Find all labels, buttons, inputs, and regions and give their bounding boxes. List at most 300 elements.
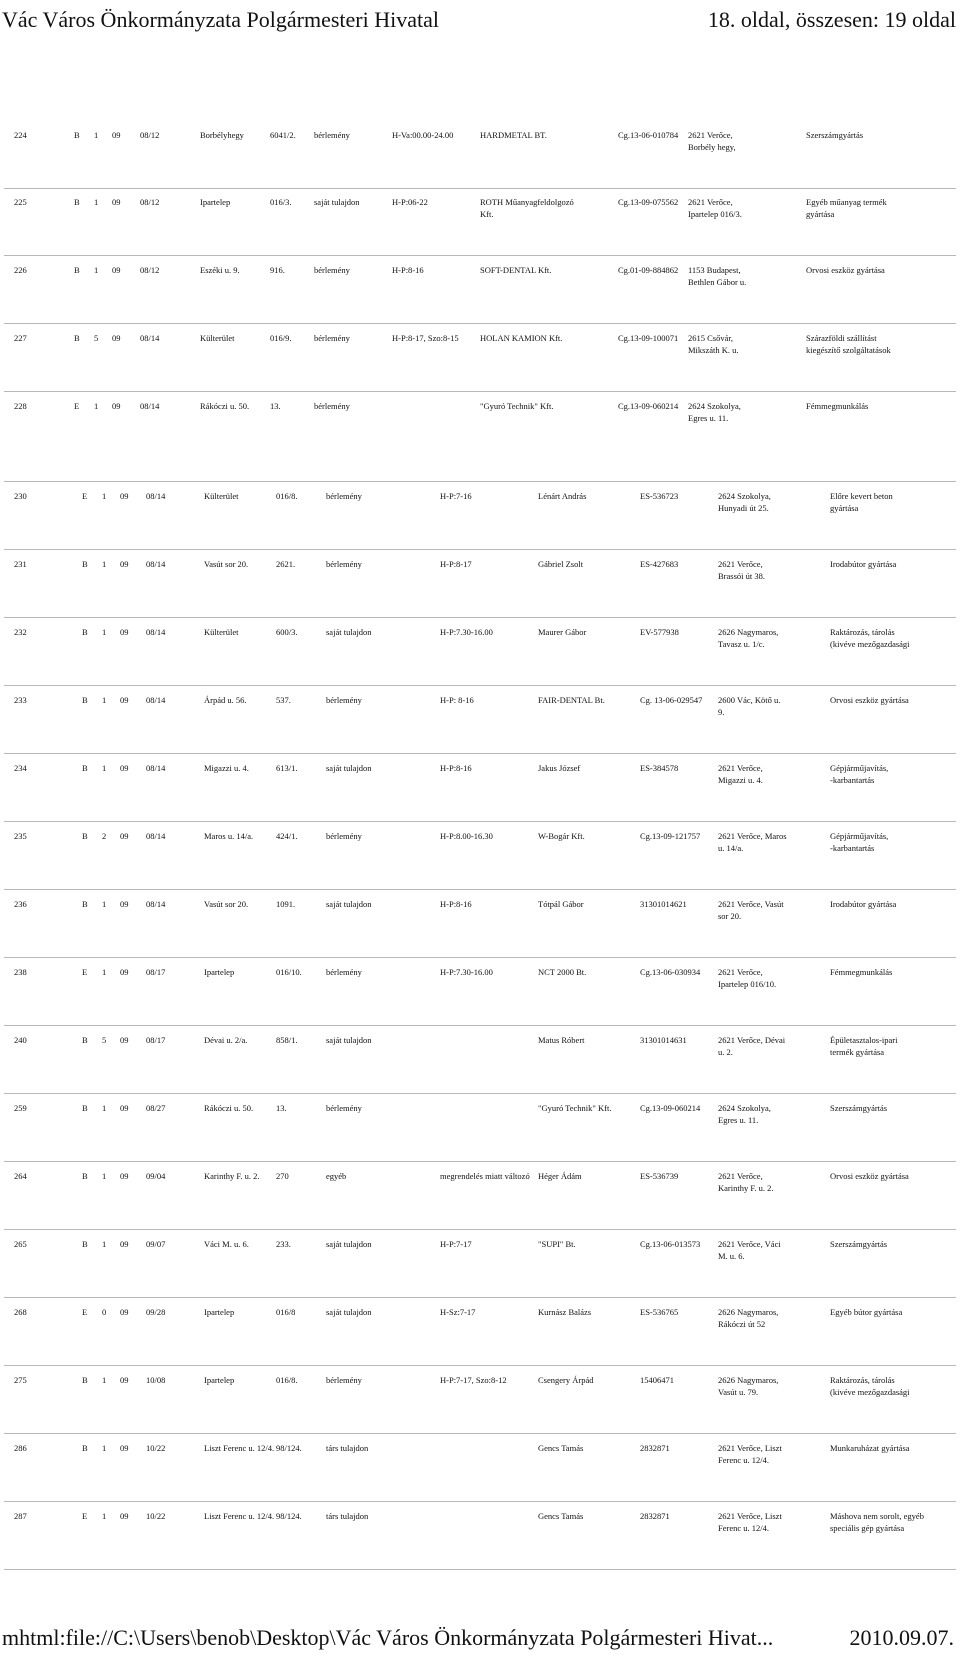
cell-date: 09/28 [146, 1307, 166, 1317]
cell-hours: H-P:8-17 [440, 559, 472, 569]
cell-hrsz: 613/1. [276, 763, 298, 773]
cell-reg: ES-536765 [640, 1307, 679, 1317]
cell-name: "Gyuró Technik" Kft. [538, 1103, 612, 1113]
cell-own: egyéb [326, 1171, 347, 1181]
cell-num: 268 [14, 1307, 27, 1317]
cell-hrsz: 537. [276, 695, 291, 705]
cell-hrsz: 858/1. [276, 1035, 298, 1045]
table-row [4, 120, 956, 189]
cell-hours: H-P:7-17, Szo:8-12 [440, 1375, 507, 1385]
cell-cat: E [82, 1307, 88, 1317]
cell-seat2: Borbély hegy, [688, 141, 736, 152]
cell-own: bérlemény [326, 1375, 362, 1385]
cell-num: 233 [14, 695, 27, 705]
cell-yr: 09 [120, 1443, 129, 1453]
cell-n: 1 [102, 1239, 107, 1249]
cell-act2: gyártása [806, 208, 835, 219]
cell-date: 09/07 [146, 1239, 166, 1249]
cell-addr: Ipartelep [204, 1375, 235, 1385]
cell-date: 08/14 [146, 695, 166, 705]
cell-yr: 09 [120, 1103, 129, 1113]
cell-hrsz: 98/124. [276, 1443, 302, 1453]
cell-n: 1 [94, 265, 99, 275]
cell-act2: (kivéve mezőgazdasági [830, 638, 910, 649]
table-row [4, 323, 956, 392]
cell-n: 1 [94, 401, 99, 411]
cell-hrsz: 016/8. [276, 491, 298, 501]
table-row [4, 1433, 956, 1502]
table-row [4, 1501, 956, 1570]
page-footer [0, 1622, 960, 1654]
cell-cat: E [74, 401, 80, 411]
cell-cat: B [82, 831, 88, 841]
cell-name: Maurer Gábor [538, 627, 587, 637]
cell-act2: termék gyártása [830, 1046, 885, 1057]
cell-reg: ES-536723 [640, 491, 679, 501]
table-row [4, 391, 956, 482]
cell-hours: H-P:06-22 [392, 197, 428, 207]
cell-cat: B [82, 1171, 88, 1181]
table-row [4, 617, 956, 686]
cell-seat2: Egres u. 11. [718, 1114, 759, 1125]
cell-reg: Cg. 13-06-029547 [640, 695, 703, 705]
cell-n: 2 [102, 831, 107, 841]
cell-seat2: Ferenc u. 12/4. [718, 1454, 769, 1465]
cell-hours: H-P:8-16 [440, 763, 472, 773]
cell-seat1: 2621 Verőce, Váci [718, 1239, 781, 1249]
cell-own: bérlemény [314, 401, 350, 411]
cell-date: 10/22 [146, 1443, 166, 1453]
cell-num: 224 [14, 130, 27, 140]
cell-num: 228 [14, 401, 27, 411]
cell-reg: ES-536739 [640, 1171, 679, 1181]
cell-addr: Maros u. 14/a. [204, 831, 254, 841]
cell-name: SOFT-DENTAL Kft. [480, 265, 552, 275]
table-row [4, 821, 956, 890]
cell-act1: Gépjárműjavítás, [830, 831, 889, 841]
cell-n: 1 [102, 559, 107, 569]
cell-date: 08/12 [140, 265, 160, 275]
cell-hours: H-P:7-17 [440, 1239, 472, 1249]
header-title: Vác Város Önkormányzata Polgármesteri Hivatal [2, 7, 440, 32]
cell-seat1: 2621 Verőce, Maros [718, 831, 787, 841]
cell-reg: 31301014621 [640, 899, 687, 909]
cell-yr: 09 [120, 1375, 129, 1385]
cell-own: saját tulajdon [326, 1239, 372, 1249]
cell-seat1: 2621 Verőce, [688, 130, 733, 140]
page-counter: 18. oldal, összesen: 19 oldal [707, 7, 956, 32]
cell-act1: Orvosi eszköz gyártása [830, 695, 909, 705]
cell-n: 1 [102, 1443, 107, 1453]
cell-seat1: 2621 Verőce, Liszt [718, 1443, 782, 1453]
cell-n: 1 [102, 627, 107, 637]
cell-name: HARDMETAL BT. [480, 130, 547, 140]
cell-yr: 09 [120, 627, 129, 637]
cell-hrsz: 270 [276, 1171, 289, 1181]
cell-num: 264 [14, 1171, 27, 1181]
cell-date: 08/12 [140, 130, 160, 140]
cell-yr: 09 [112, 265, 121, 275]
cell-n: 1 [102, 967, 107, 977]
cell-hrsz: 016/8. [276, 1375, 298, 1385]
cell-name: FAIR-DENTAL Bt. [538, 695, 605, 705]
cell-act1: Orvosi eszköz gyártása [806, 265, 885, 275]
cell-seat2: u. 14/a. [718, 842, 744, 853]
cell-act1: Egyéb műanyag termék [806, 197, 887, 207]
cell-num: 225 [14, 197, 27, 207]
cell-date: 08/17 [146, 1035, 166, 1045]
cell-name: Jakus József [538, 763, 581, 773]
cell-cat: B [74, 197, 80, 207]
cell-date: 08/14 [140, 333, 160, 343]
cell-seat1: 2621 Verőce, [718, 559, 763, 569]
cell-date: 08/14 [146, 899, 166, 909]
cell-reg: Cg.13-09-060214 [618, 401, 679, 411]
cell-seat2: Tavasz u. 1/c. [718, 638, 765, 649]
cell-addr: Ipartelep [204, 967, 235, 977]
cell-addr: Eszéki u. 9. [200, 265, 240, 275]
cell-seat2: Ipartelep 016/10. [718, 978, 777, 989]
cell-yr: 09 [112, 333, 121, 343]
cell-own: saját tulajdon [326, 627, 372, 637]
cell-reg: 2832871 [640, 1443, 670, 1453]
cell-seat1: 2621 Verőce, Liszt [718, 1511, 782, 1521]
cell-num: 286 [14, 1443, 27, 1453]
cell-hrsz: 13. [270, 401, 281, 411]
cell-num: 235 [14, 831, 27, 841]
cell-yr: 09 [120, 763, 129, 773]
cell-reg: 15406471 [640, 1375, 674, 1385]
cell-seat2: u. 2. [718, 1046, 733, 1057]
cell-addr: Külterület [204, 491, 239, 501]
cell-seat2: Egres u. 11. [688, 412, 729, 423]
cell-seat2: Ferenc u. 12/4. [718, 1522, 769, 1533]
cell-n: 1 [102, 1511, 107, 1521]
cell-name: Gencs Tamás [538, 1443, 584, 1453]
cell-yr: 09 [120, 831, 129, 841]
cell-cat: B [74, 333, 80, 343]
cell-yr: 09 [120, 559, 129, 569]
cell-hrsz: 600/3. [276, 627, 298, 637]
cell-act1: Szerszámgyártás [830, 1103, 888, 1113]
cell-act2: kiegészítő szolgáltatások [806, 344, 891, 355]
cell-addr: Karinthy F. u. 2. [204, 1171, 260, 1181]
cell-seat1: 2621 Verőce, [718, 1171, 763, 1181]
cell-num: 230 [14, 491, 27, 501]
cell-own: bérlemény [326, 967, 362, 977]
table-row [4, 1025, 956, 1094]
cell-addr: Liszt Ferenc u. 12/4. [204, 1443, 275, 1453]
cell-cat: B [82, 1239, 88, 1249]
cell-cat: B [82, 1375, 88, 1385]
table-row [4, 753, 956, 822]
cell-n: 5 [102, 1035, 107, 1045]
cell-act1: Szerszámgyártás [830, 1239, 888, 1249]
cell-n: 1 [102, 1171, 107, 1181]
cell-cat: B [82, 763, 88, 773]
cell-hours: H-P:8-16 [392, 265, 424, 275]
cell-reg: Cg.13-09-100071 [618, 333, 679, 343]
cell-act1: Épületasztalos-ipari [830, 1035, 898, 1045]
cell-addr: Borbélyhegy [200, 130, 244, 140]
cell-hours: megrendelés miatt változó [440, 1171, 530, 1181]
table-row [4, 1093, 956, 1162]
cell-seat2: Mikszáth K. u. [688, 344, 739, 355]
cell-addr: Árpád u. 56. [204, 695, 247, 705]
cell-seat2: Migazzi u. 4. [718, 774, 763, 785]
cell-name: HOLAN KAMION Kft. [480, 333, 563, 343]
cell-hrsz: 1091. [276, 899, 296, 909]
cell-name: Tótpál Gábor [538, 899, 584, 909]
cell-yr: 09 [120, 695, 129, 705]
table-row [4, 1297, 956, 1366]
cell-date: 10/08 [146, 1375, 166, 1385]
cell-seat1: 2624 Szokolya, [718, 491, 771, 501]
cell-addr: Külterület [200, 333, 235, 343]
cell-cat: E [82, 1511, 88, 1521]
cell-act1: Irodabútor gyártása [830, 899, 897, 909]
cell-num: 259 [14, 1103, 27, 1113]
cell-hours: H-P:8-17, Szo:8-15 [392, 333, 459, 343]
cell-hours: H-P:7.30-16.00 [440, 967, 493, 977]
cell-reg: Cg.13-06-013573 [640, 1239, 701, 1249]
cell-num: 236 [14, 899, 27, 909]
cell-date: 08/17 [146, 967, 166, 977]
cell-cat: B [82, 1103, 88, 1113]
table-row [4, 1229, 956, 1298]
cell-hours: H-P:8.00-16.30 [440, 831, 493, 841]
cell-n: 1 [102, 763, 107, 773]
cell-hrsz: 98/124. [276, 1511, 302, 1521]
cell-num: 231 [14, 559, 27, 569]
table-row [4, 549, 956, 618]
cell-num: 227 [14, 333, 27, 343]
cell-num: 287 [14, 1511, 27, 1521]
cell-yr: 09 [120, 1239, 129, 1249]
cell-addr: Dévai u. 2/a. [204, 1035, 248, 1045]
cell-n: 1 [102, 899, 107, 909]
cell-own: társ tulajdon [326, 1443, 369, 1453]
cell-reg: EV-577938 [640, 627, 679, 637]
cell-n: 0 [102, 1307, 107, 1317]
cell-n: 5 [94, 333, 99, 343]
cell-reg: 2832871 [640, 1511, 670, 1521]
cell-name: "SUPI" Bt. [538, 1239, 576, 1249]
cell-date: 10/22 [146, 1511, 166, 1521]
cell-num: 265 [14, 1239, 27, 1249]
cell-n: 1 [94, 130, 99, 140]
cell-addr: Ipartelep [200, 197, 231, 207]
cell-own: bérlemény [326, 695, 362, 705]
cell-own: saját tulajdon [326, 1307, 372, 1317]
cell-reg: Cg.01-09-884862 [618, 265, 679, 275]
cell-addr: Vasút sor 20. [204, 559, 249, 569]
cell-name: Kurnász Balázs [538, 1307, 592, 1317]
cell-act2: gyártása [830, 502, 859, 513]
cell-seat2: M. u. 6. [718, 1250, 745, 1261]
cell-hrsz: 016/8 [276, 1307, 296, 1317]
cell-n: 1 [102, 1375, 107, 1385]
page-header [0, 4, 960, 36]
cell-reg: Cg.13-09-075562 [618, 197, 679, 207]
cell-name: Gencs Tamás [538, 1511, 584, 1521]
table-row [4, 255, 956, 324]
cell-seat1: 1153 Budapest, [688, 265, 741, 275]
cell-own: bérlemény [326, 559, 362, 569]
cell-yr: 09 [112, 197, 121, 207]
cell-n: 1 [94, 197, 99, 207]
cell-act1: Fémmegmunkálás [806, 401, 869, 411]
cell-num: 232 [14, 627, 27, 637]
cell-seat1: 2621 Verőce, [718, 763, 763, 773]
footer-url: mhtml:file://C:\Users\benob\Desktop\Vác Város Önkormányzata Polgármesteri Hivat... [2, 1625, 774, 1650]
cell-date: 08/14 [140, 401, 160, 411]
cell-hrsz: 424/1. [276, 831, 298, 841]
cell-seat2: Brassói út 38. [718, 570, 765, 581]
cell-date: 08/14 [146, 831, 166, 841]
cell-own: bérlemény [326, 831, 362, 841]
cell-own: bérlemény [314, 130, 350, 140]
cell-reg: ES-384578 [640, 763, 679, 773]
footer-date: 2010.09.07. [849, 1625, 954, 1650]
cell-date: 08/14 [146, 763, 166, 773]
cell-addr: Váci M. u. 6. [204, 1239, 249, 1249]
cell-hours: H-Va:00.00-24.00 [392, 130, 454, 140]
cell-reg: Cg.13-06-030934 [640, 967, 701, 977]
cell-seat1: 2624 Szokolya, [688, 401, 741, 411]
cell-seat1: 2621 Verőce, [718, 967, 763, 977]
cell-reg: Cg.13-09-121757 [640, 831, 701, 841]
cell-cat: B [82, 1035, 88, 1045]
cell-act2: speciális gép gyártása [830, 1522, 905, 1533]
cell-act2: -karbantartás [830, 774, 875, 785]
cell-seat1: 2621 Verőce, Vasút [718, 899, 784, 909]
cell-seat1: 2626 Nagymaros, [718, 1375, 779, 1385]
cell-num: 226 [14, 265, 27, 275]
cell-cat: B [82, 559, 88, 569]
table-row [4, 481, 956, 550]
table-row [4, 1161, 956, 1230]
cell-act1: Orvosi eszköz gyártása [830, 1171, 909, 1181]
cell-cat: B [82, 1443, 88, 1453]
cell-yr: 09 [120, 491, 129, 501]
cell-addr: Vasút sor 20. [204, 899, 249, 909]
cell-act1: Fémmegmunkálás [830, 967, 893, 977]
cell-act1: Raktározás, tárolás [830, 627, 895, 637]
cell-hrsz: 016/10. [276, 967, 302, 977]
cell-addr: Rákóczi u. 50. [204, 1103, 254, 1113]
cell-n: 1 [102, 491, 107, 501]
cell-n: 1 [102, 1103, 107, 1113]
cell-addr: Migazzi u. 4. [204, 763, 249, 773]
cell-act1: Raktározás, tárolás [830, 1375, 895, 1385]
cell-cat: E [82, 967, 88, 977]
cell-seat1: 2624 Szokolya, [718, 1103, 771, 1113]
cell-date: 08/14 [146, 491, 166, 501]
cell-name2: Kft. [480, 208, 494, 219]
cell-seat2: Hunyadi út 25. [718, 502, 769, 513]
cell-reg: Cg.13-06-010784 [618, 130, 679, 140]
cell-act1: Egyéb bútor gyártása [830, 1307, 903, 1317]
cell-hrsz: 6041/2. [270, 130, 296, 140]
cell-act1: Máshova nem sorolt, egyéb [830, 1511, 924, 1521]
cell-date: 09/04 [146, 1171, 166, 1181]
cell-addr: Ipartelep [204, 1307, 235, 1317]
cell-name: Gábriel Zsolt [538, 559, 584, 569]
cell-hours: H-P:7.30-16.00 [440, 627, 493, 637]
cell-own: bérlemény [326, 1103, 362, 1113]
cell-n: 1 [102, 695, 107, 705]
cell-seat2: Karinthy F. u. 2. [718, 1182, 774, 1193]
cell-seat2: 9. [718, 706, 725, 717]
table-row [4, 889, 956, 958]
cell-reg: ES-427683 [640, 559, 679, 569]
cell-addr: Rákóczi u. 50. [200, 401, 250, 411]
cell-seat1: 2600 Vác, Kötő u. [718, 695, 781, 705]
cell-addr: Külterület [204, 627, 239, 637]
table-row [4, 187, 956, 256]
cell-name: "Gyuró Technik" Kft. [480, 401, 554, 411]
cell-name: Csengery Árpád [538, 1375, 594, 1385]
cell-own: saját tulajdon [326, 763, 372, 773]
cell-own: bérlemény [314, 333, 350, 343]
cell-act1: Munkaruházat gyártása [830, 1443, 910, 1453]
cell-name: Héger Ádám [538, 1171, 582, 1181]
cell-own: saját tulajdon [314, 197, 360, 207]
cell-seat1: 2621 Verőce, [688, 197, 733, 207]
cell-hrsz: 016/9. [270, 333, 292, 343]
cell-seat2: Vasút u. 79. [718, 1386, 759, 1397]
cell-own: saját tulajdon [326, 899, 372, 909]
cell-hours: H-P:8-16 [440, 899, 472, 909]
cell-act1: Szerszámgyártás [806, 130, 864, 140]
cell-yr: 09 [120, 1511, 129, 1521]
cell-hrsz: 13. [276, 1103, 287, 1113]
cell-hours: H-P:7-16 [440, 491, 472, 501]
cell-hrsz: 233. [276, 1239, 291, 1249]
cell-seat1: 2621 Verőce, Dévai [718, 1035, 786, 1045]
cell-reg: Cg.13-09-060214 [640, 1103, 701, 1113]
cell-name: W-Bogár Kft. [538, 831, 585, 841]
cell-cat: B [82, 899, 88, 909]
cell-yr: 09 [120, 899, 129, 909]
cell-addr: Liszt Ferenc u. 12/4. [204, 1511, 275, 1521]
cell-yr: 09 [112, 401, 121, 411]
cell-reg: 31301014631 [640, 1035, 687, 1045]
cell-own: társ tulajdon [326, 1511, 369, 1521]
table-row [4, 957, 956, 1026]
cell-date: 08/14 [146, 559, 166, 569]
cell-act2: -karbantartás [830, 842, 875, 853]
cell-yr: 09 [112, 130, 121, 140]
cell-hours: H-Sz:7-17 [440, 1307, 476, 1317]
cell-own: bérlemény [314, 265, 350, 275]
cell-date: 08/27 [146, 1103, 166, 1113]
cell-cat: B [82, 627, 88, 637]
cell-hrsz: 916. [270, 265, 285, 275]
cell-name: NCT 2000 Bt. [538, 967, 587, 977]
table-row [4, 685, 956, 754]
cell-hrsz: 016/3. [270, 197, 292, 207]
cell-num: 238 [14, 967, 27, 977]
cell-seat1: 2626 Nagymaros, [718, 627, 779, 637]
cell-act2: (kivéve mezőgazdasági [830, 1386, 910, 1397]
cell-hrsz: 2621. [276, 559, 296, 569]
cell-name: Lénárt András [538, 491, 587, 501]
cell-act1: Előre kevert beton [830, 491, 893, 501]
cell-seat2: Bethlen Gábor u. [688, 276, 747, 287]
cell-cat: B [74, 130, 80, 140]
